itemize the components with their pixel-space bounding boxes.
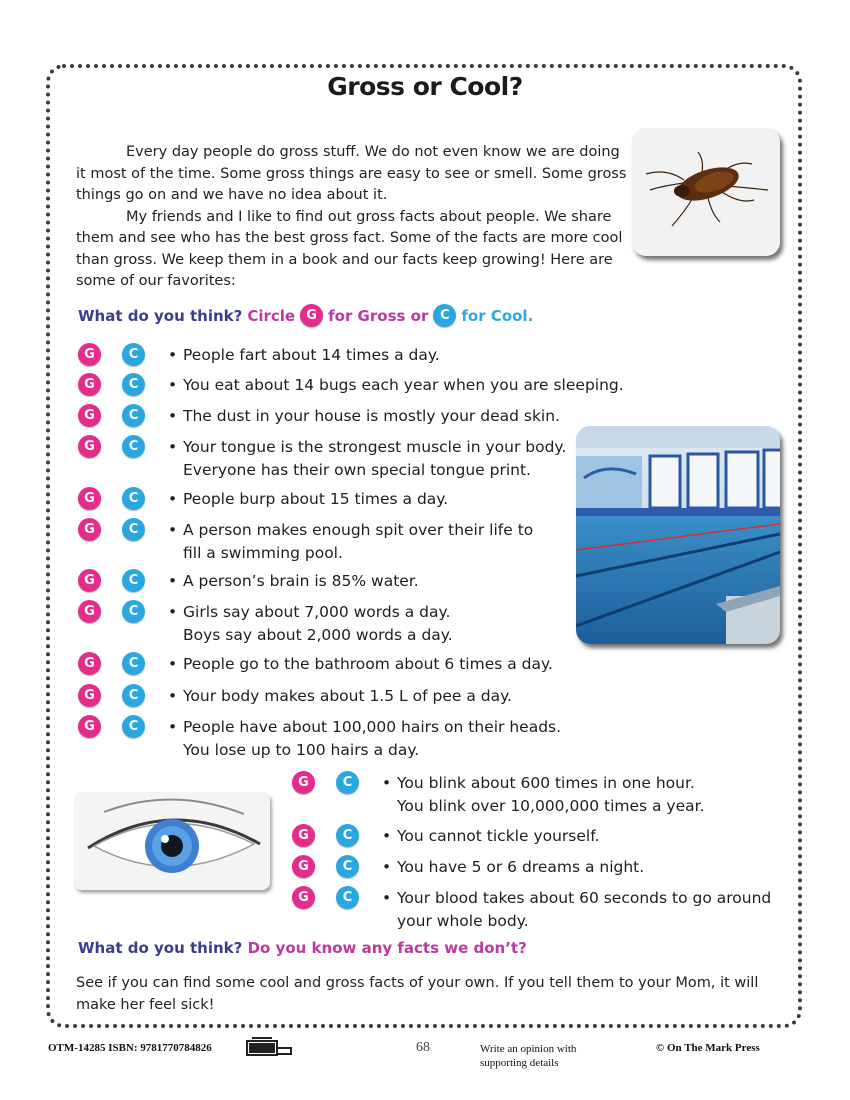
cool-circle-button[interactable]: C bbox=[122, 684, 145, 707]
gross-circle-button[interactable]: G bbox=[292, 824, 315, 847]
fact-text: People fart about 14 times a day. bbox=[183, 346, 440, 364]
bullet: • bbox=[382, 889, 392, 907]
bullet: • bbox=[168, 655, 178, 673]
page-title: Gross or Cool? bbox=[327, 72, 523, 101]
fact-text: fill a swimming pool. bbox=[183, 543, 343, 562]
gross-circle-button[interactable]: G bbox=[78, 684, 101, 707]
gross-circle-button[interactable]: G bbox=[78, 652, 101, 675]
instruction-question: What do you think? bbox=[78, 306, 243, 325]
bullet: • bbox=[382, 827, 392, 845]
intro-paragraph-2: My friends and I like to find out gross facts about people. We share them and see who has the best gross fact. Some of the facts are more cool than gross. We keep them in a book and our facts keep growing! Here are some of our favorites: bbox=[76, 208, 623, 289]
fact-text: People burp about 15 times a day. bbox=[183, 490, 449, 508]
bullet: • bbox=[168, 572, 178, 590]
bullet: • bbox=[168, 490, 178, 508]
swimming-pool-photo bbox=[576, 426, 780, 644]
instruction-circle: Circle bbox=[247, 306, 296, 325]
bullet: • bbox=[382, 858, 392, 876]
question-prompt: What do you think? bbox=[78, 939, 243, 957]
fact-text: You blink about 600 times in one hour. bbox=[397, 774, 695, 792]
cool-circle-button[interactable]: C bbox=[122, 435, 145, 458]
cool-circle-button[interactable]: C bbox=[122, 518, 145, 541]
bullet: • bbox=[168, 521, 178, 539]
bullet: • bbox=[168, 687, 178, 705]
question-line bbox=[78, 939, 527, 957]
cool-circle-button[interactable]: C bbox=[122, 404, 145, 427]
gross-badge-icon: G bbox=[300, 304, 323, 327]
cool-circle-button[interactable]: C bbox=[122, 487, 145, 510]
fact-text: People go to the bathroom about 6 times a day. bbox=[183, 655, 553, 673]
eye-photo bbox=[74, 792, 270, 890]
gross-circle-button[interactable]: G bbox=[78, 487, 101, 510]
closing-text: See if you can find some cool and gross facts of your own. If you tell them to your Mom, it will make her feel sick! bbox=[76, 975, 759, 1013]
gross-circle-button[interactable]: G bbox=[78, 518, 101, 541]
gross-circle-button[interactable]: G bbox=[292, 771, 315, 794]
cool-circle-button[interactable]: C bbox=[336, 771, 359, 794]
gross-circle-button[interactable]: G bbox=[78, 404, 101, 427]
cool-circle-button[interactable]: C bbox=[122, 600, 145, 623]
cool-circle-button[interactable]: C bbox=[122, 715, 145, 738]
fact-text: Boys say about 2,000 words a day. bbox=[183, 625, 453, 644]
question-text: Do you know any facts we don’t? bbox=[247, 939, 527, 957]
instruction-for-cool: for Cool. bbox=[461, 306, 534, 325]
fact-text: Everyone has their own special tongue print. bbox=[183, 460, 531, 479]
publisher-credit: © On The Mark Press bbox=[656, 1042, 760, 1054]
bullet: • bbox=[168, 346, 178, 364]
fact-text: Your blood takes about 60 seconds to go around bbox=[397, 889, 772, 907]
fact-text: Your tongue is the strongest muscle in your body. bbox=[183, 438, 567, 456]
gross-circle-button[interactable]: G bbox=[78, 373, 101, 396]
bullet: • bbox=[168, 603, 178, 621]
gross-circle-button[interactable]: G bbox=[78, 715, 101, 738]
cool-circle-button[interactable]: C bbox=[122, 373, 145, 396]
fact-text: Girls say about 7,000 words a day. bbox=[183, 603, 451, 621]
fact-text: A person makes enough spit over their life to bbox=[183, 521, 534, 539]
fact-text: your whole body. bbox=[397, 911, 529, 930]
cool-circle-button[interactable]: C bbox=[122, 343, 145, 366]
bullet: • bbox=[168, 376, 178, 394]
footer-note: Write an opinion with supporting details bbox=[480, 1043, 577, 1069]
gross-circle-button[interactable]: G bbox=[292, 855, 315, 878]
gross-circle-button[interactable]: G bbox=[78, 435, 101, 458]
fact-text: You have 5 or 6 dreams a night. bbox=[397, 858, 645, 876]
fact-text: Your body makes about 1.5 L of pee a day. bbox=[183, 687, 512, 705]
footer-isbn: OTM-14285 ISBN: 9781770784826 bbox=[48, 1042, 212, 1054]
bullet: • bbox=[168, 407, 178, 425]
bullet: • bbox=[382, 774, 392, 792]
cockroach-photo bbox=[632, 128, 780, 256]
cool-circle-button[interactable]: C bbox=[336, 855, 359, 878]
bullet: • bbox=[168, 438, 178, 456]
cool-circle-button[interactable]: C bbox=[122, 652, 145, 675]
cool-circle-button[interactable]: C bbox=[122, 569, 145, 592]
cool-badge-icon: C bbox=[433, 304, 456, 327]
gross-circle-button[interactable]: G bbox=[292, 886, 315, 909]
intro-paragraph-1: Every day people do gross stuff. We do not even know we are doing it most of the time. Some gross things are easy to see or smell. Some gross things go on and we have no idea about it. bbox=[76, 144, 627, 203]
fact-text: People have about 100,000 hairs on their heads. bbox=[183, 718, 562, 736]
fact-text: You blink over 10,000,000 times a year. bbox=[397, 796, 705, 815]
intro-text bbox=[76, 142, 632, 293]
computer-icon bbox=[246, 1036, 294, 1062]
fact-text: You cannot tickle yourself. bbox=[397, 827, 600, 845]
gross-circle-button[interactable]: G bbox=[78, 569, 101, 592]
gross-circle-button[interactable]: G bbox=[78, 600, 101, 623]
bullet: • bbox=[168, 718, 178, 736]
page-number: 68 bbox=[416, 1040, 430, 1055]
cool-circle-button[interactable]: C bbox=[336, 886, 359, 909]
fact-text: A person’s brain is 85% water. bbox=[183, 572, 419, 590]
fact-text: You eat about 14 bugs each year when you are sleeping. bbox=[183, 376, 624, 394]
instruction-for-gross: for Gross or bbox=[328, 306, 429, 325]
fact-text: You lose up to 100 hairs a day. bbox=[183, 740, 420, 759]
instruction-line bbox=[78, 304, 533, 327]
fact-text: The dust in your house is mostly your dead skin. bbox=[183, 407, 560, 425]
gross-circle-button[interactable]: G bbox=[78, 343, 101, 366]
cool-circle-button[interactable]: C bbox=[336, 824, 359, 847]
